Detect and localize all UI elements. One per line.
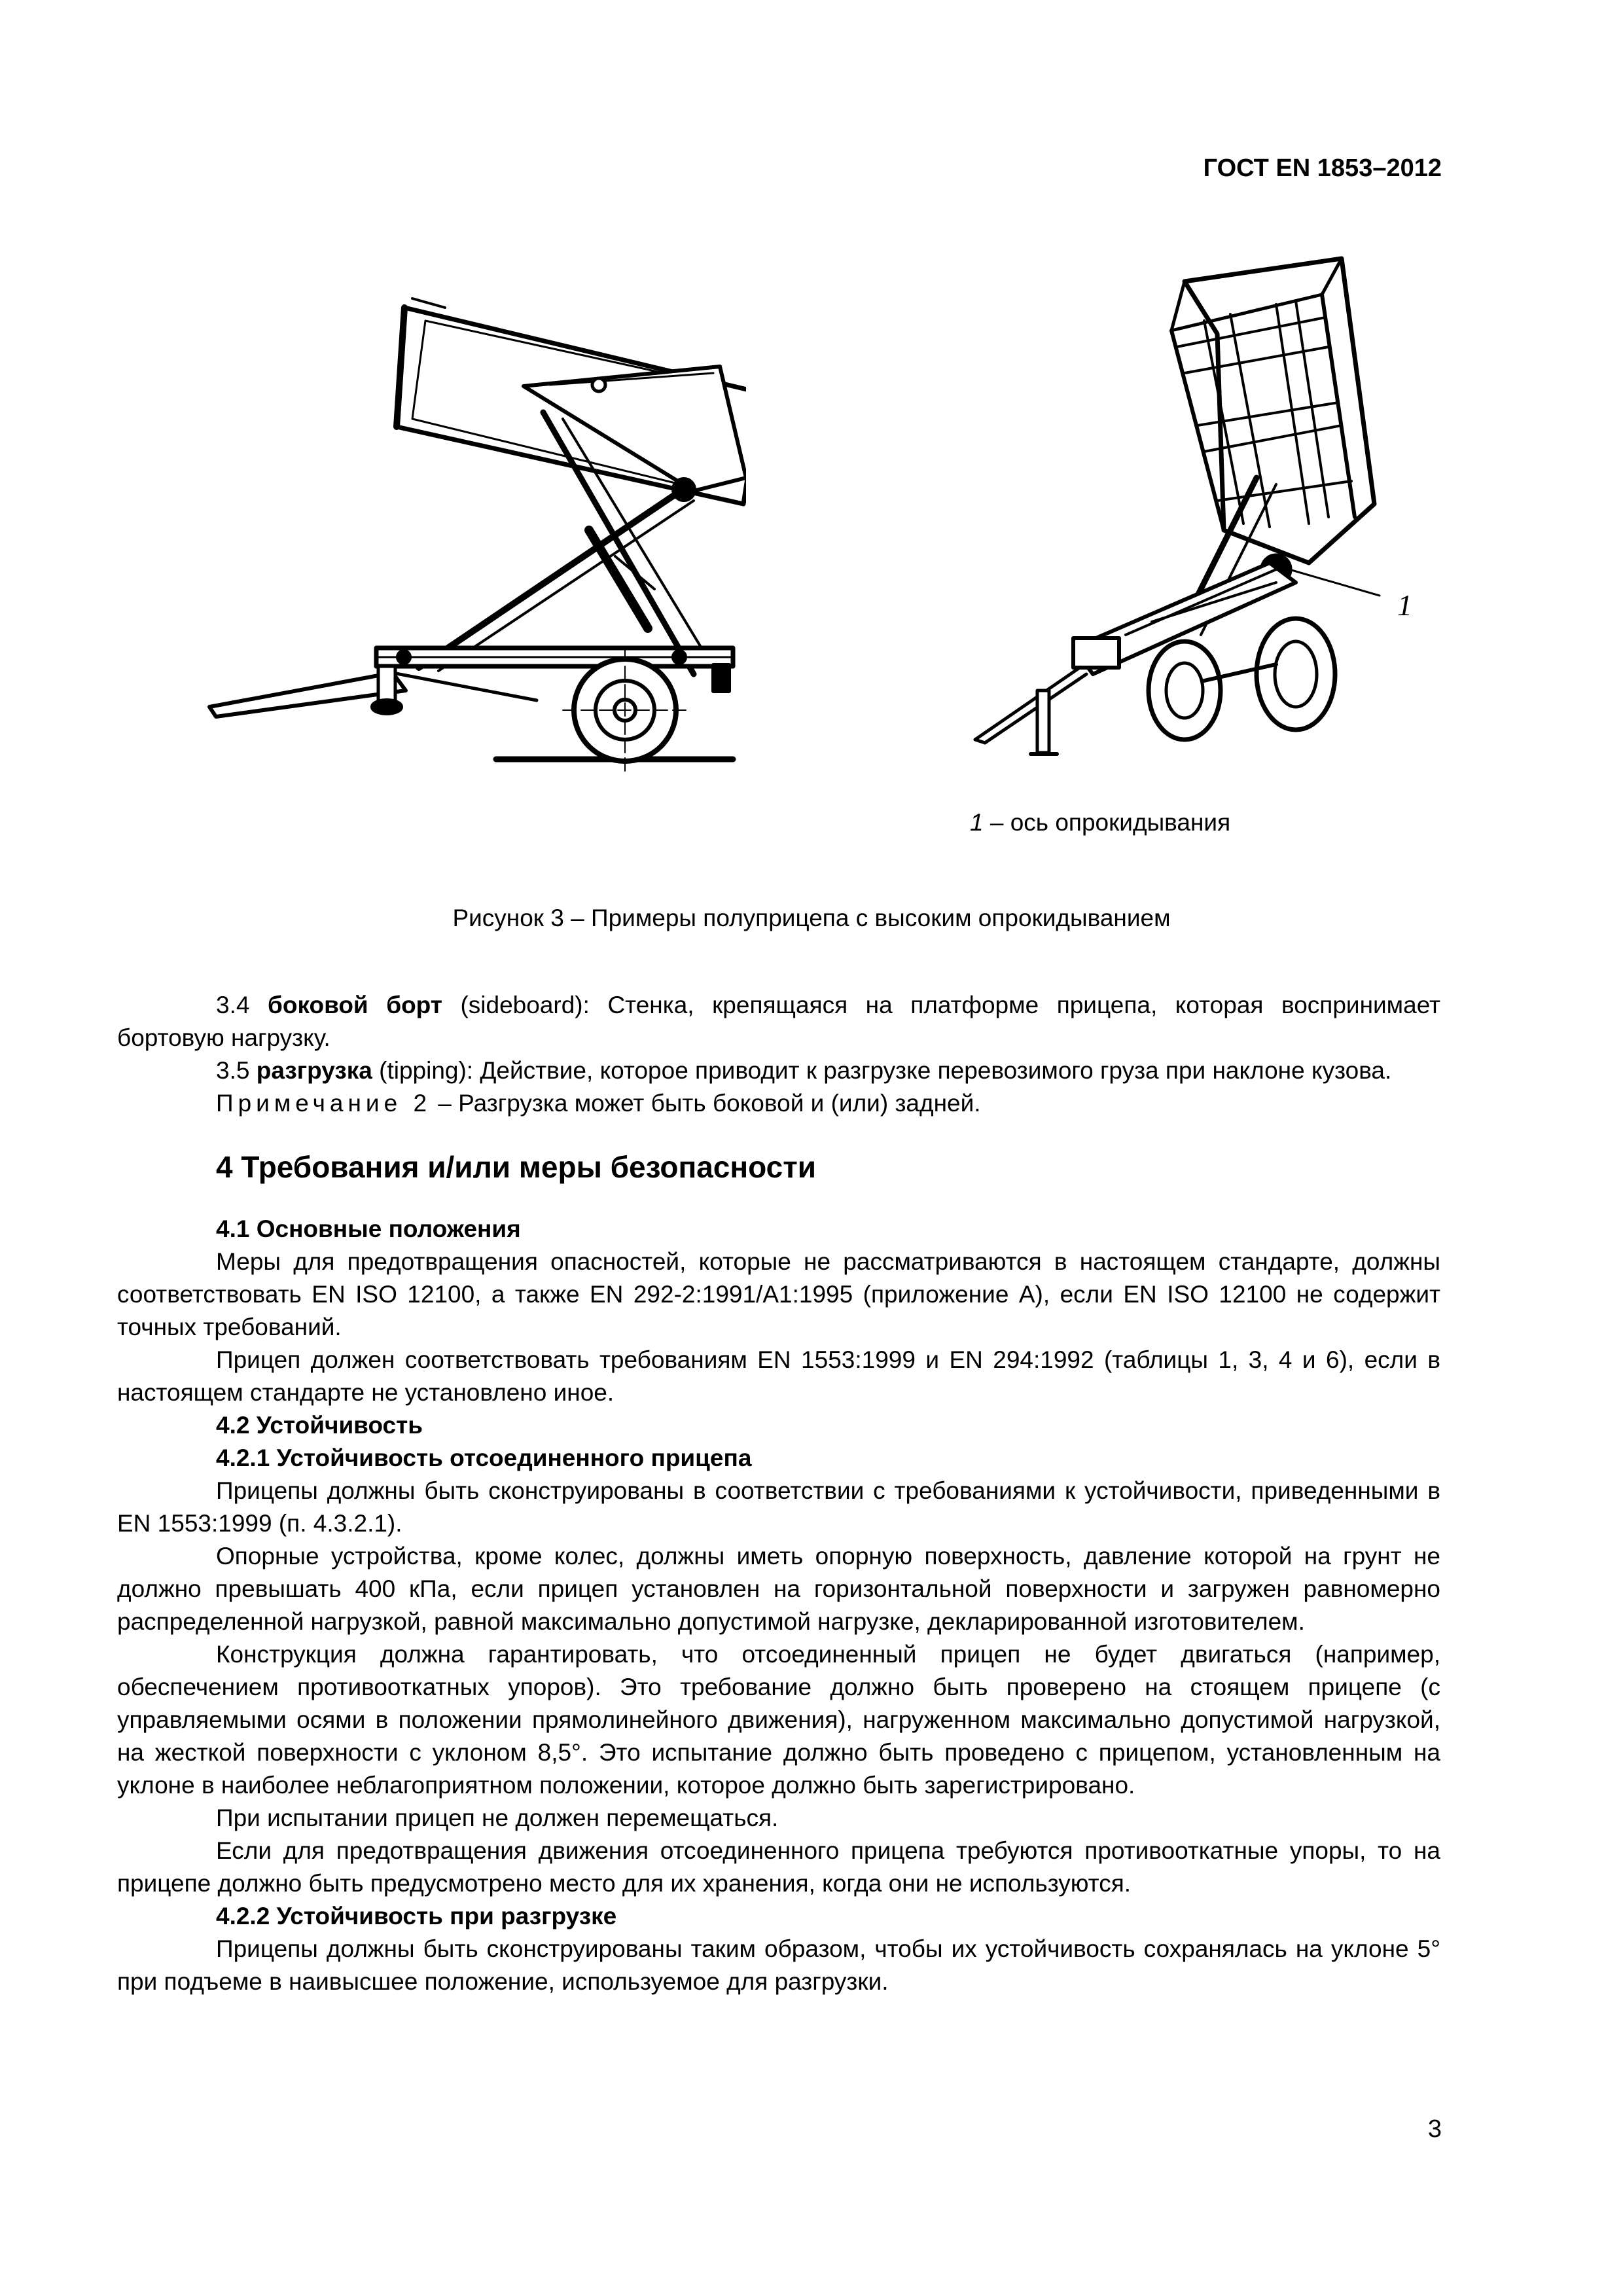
definition-3-4: 3.4 боковой борт (sideboard): Стенка, крепящаяся на платформе прицепа, которая воспринимает бортовую нагрузку.	[117, 992, 1440, 1051]
section-4-1-title: 4.1 Основные положения	[216, 1215, 521, 1242]
definition-3-5: 3.5 разгрузка (tipping): Действие, которое приводит к разгрузке перевозимого груза при наклоне кузова.	[216, 1057, 1392, 1084]
figure-caption: Рисунок 3 – Примеры полуприцепа с высоким опрокидыванием	[452, 905, 1171, 931]
figure-left-trailer	[196, 281, 746, 779]
paragraph: Прицеп должен соответствовать требованиям EN 1553:1999 и EN 294:1992 (таблицы 1, 3, 4 и 6), если в настоящем стандарте не установлено иное.	[117, 1346, 1440, 1406]
paragraph: Прицепы должны быть сконструированы в соответствии с требованиями к устойчивости, приведенными в EN 1553:1999 (п. 4.3.2.1).	[117, 1477, 1440, 1537]
paragraph: Прицепы должны быть сконструированы таким образом, чтобы их устойчивость сохранялась на уклоне 5° при подъеме в наивысшее положение, используемое для разгрузки.	[117, 1935, 1440, 1995]
paragraph: Меры для предотвращения опасностей, которые не рассматриваются в настоящем стандарте, должны соответствовать EN ISO 12100, а также EN 292-2:1991/A1:1995 (приложение А), если EN ISO 12100 не содержит точных требований.	[117, 1248, 1440, 1340]
section-4-2-2-title: 4.2.2 Устойчивость при разгрузке	[216, 1903, 617, 1929]
note-label: Примечание 2	[216, 1090, 432, 1117]
paragraph: При испытании прицеп не должен перемещаться.	[216, 1804, 779, 1831]
paragraph: Конструкция должна гарантировать, что отсоединенный прицеп не будет двигаться (например, обеспечением противооткатных упоров). Это требование должно быть проверено на стоящем прицепе (с управляемыми осями в положении прямолинейного движения), нагруженном максимально допустимой нагрузкой, на жесткой поверхности с уклоном 8,5°. Это испытание должно быть проведено с прицепом, установленным на уклоне в наиболее неблагоприятном положении, которое должно быть зарегистрировано.	[117, 1641, 1440, 1799]
document-header: ГОСТ EN 1853–2012	[1203, 154, 1442, 182]
note-2: Примечание 2 – Разгрузка может быть боковой и (или) задней.	[216, 1090, 981, 1117]
section-4-2-title: 4.2 Устойчивость	[216, 1412, 423, 1439]
term: разгрузка	[256, 1057, 372, 1084]
section-4-2-1-title: 4.2.1 Устойчивость отсоединенного прицепа	[216, 1444, 752, 1471]
legend-number: 1	[970, 809, 984, 836]
figure-right-trailer	[969, 255, 1440, 779]
figure-legend	[970, 809, 1230, 836]
section-4-title: 4 Требования и/или меры безопасности	[216, 1150, 817, 1184]
term: боковой борт	[267, 992, 442, 1018]
body-text	[117, 989, 1440, 1998]
callout-1-label: 1	[1397, 588, 1412, 622]
paragraph: Если для предотвращения движения отсоединенного прицепа требуются противооткатные упоры, то на прицепе должно быть предусмотрено место для их хранения, когда они не используются.	[117, 1837, 1440, 1897]
legend-text: – ось опрокидывания	[983, 809, 1231, 836]
page-number: 3	[1427, 2115, 1442, 2143]
paragraph: Опорные устройства, кроме колес, должны иметь опорную поверхность, давление которой на грунт не должно превышать 400 кПа, если прицеп установлен на горизонтальной поверхности и загружен равномерно распределенной нагрузкой, равной максимально допустимой нагрузке, декларированной изготовителем.	[117, 1543, 1440, 1635]
